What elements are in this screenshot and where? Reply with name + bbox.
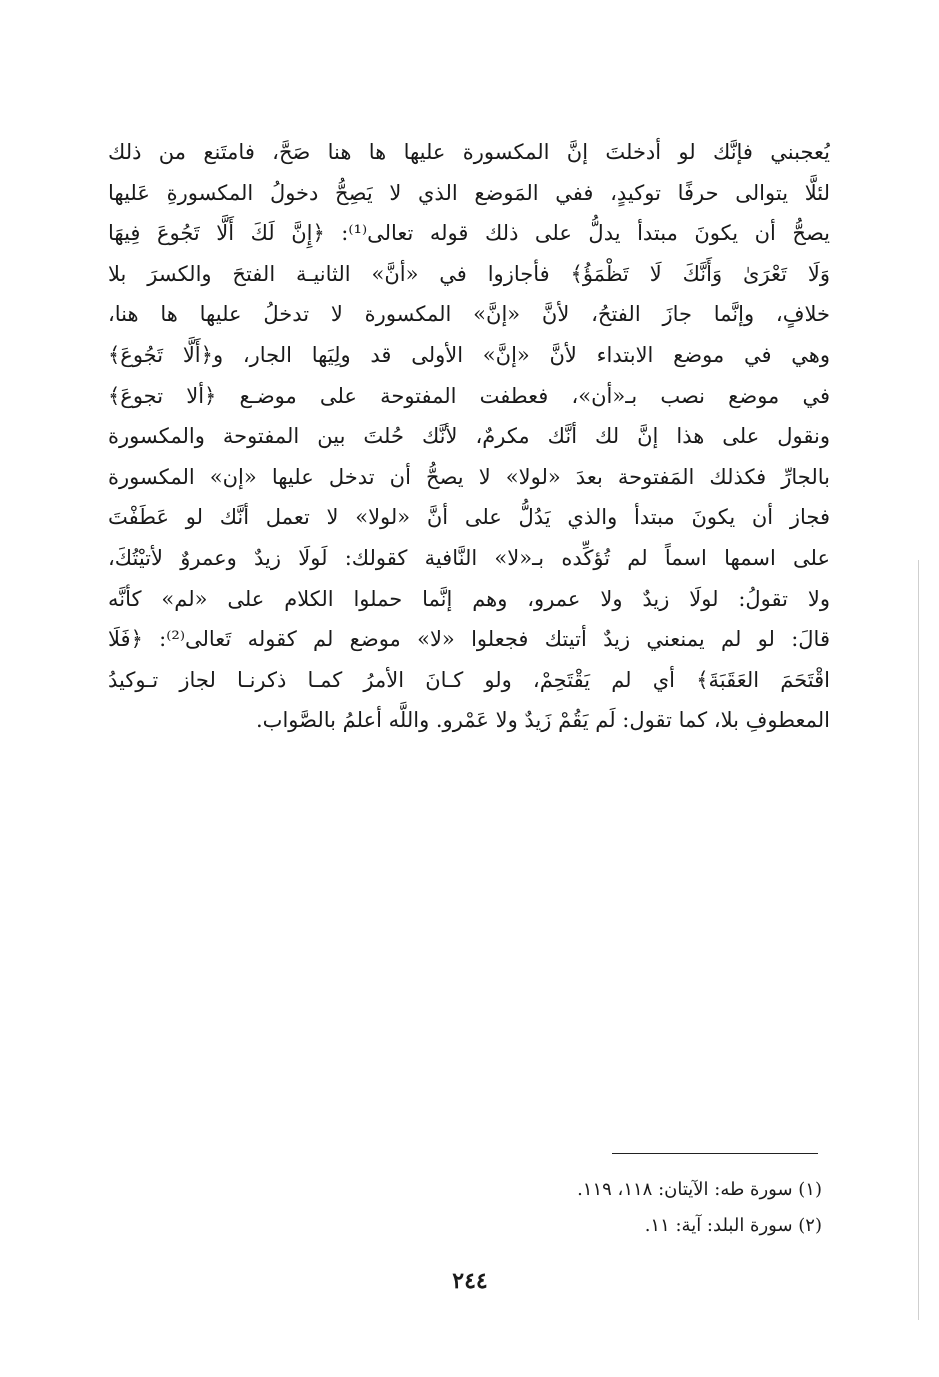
text-line: فجاز أن يكونَ مبتدأ والذي يَدُلُّ على أنَّ «لولا» لا تعمل أنَّك لو عَطَفْتَ	[108, 505, 830, 530]
text-line: اقْتَحَمَ العَقَبَةَ﴾ أي لم يَقْتَحِمْ، ولو كـانَ الأمرُ كمـا ذكرنـا لجاز تـوكيدُ	[108, 667, 830, 692]
text-line: المعطوفِ بلا، كما تقول: لَم يَقُمْ زَيدٌ ولا عَمْرو. واللَّه أعلمُ بالصَّواب.	[256, 708, 830, 733]
footnotes-block	[420, 1172, 822, 1244]
text-line: يصحُّ أن يكونَ مبتدأ يدلُّ على ذلك قوله تعالى⁽¹⁾: ﴿إِنَّ لَكَ أَلَّا تَجُوعَ فِيهَا	[108, 221, 830, 246]
footnote-2: (٢) سورة البلد: آية: ١١.	[644, 1215, 822, 1236]
page-edge-shadow	[918, 560, 919, 1320]
main-text-block	[108, 132, 830, 741]
footnote-divider	[612, 1153, 818, 1154]
text-line: خلافٍ، وإنَّما جازَ الفتحُ، لأنَّ «إنَّ» المكسورة لا تدخلُ عليها ها هنا،	[108, 302, 830, 327]
text-line: وَلَا تَعْرَىٰ وَأَنَّكَ لَا تَظْمَؤُ﴾ فأجازوا في «أنَّ» الثانيـة الفتحَ والكسرَ بلا	[108, 261, 830, 286]
text-line: وهي في موضع الابتداء لأنَّ «إنَّ» الأولى قد ولِيَها الجار، و﴿أَلَّا تَجُوعَ﴾	[108, 342, 830, 367]
text-line: لئلَّا يتوالى حرفًا توكيدٍ، ففي المَوضع الذي لا يَصِحُّ دخولُ المكسورةِ عَليها	[108, 180, 830, 205]
text-line: في موضع نصب بـ«أن»، فعطفت المفتوحة على موضـع ﴿ألا تجوعَ﴾	[108, 383, 830, 408]
page-number: ٢٤٤	[452, 1268, 488, 1294]
text-line: على اسمها اسماً لم تُؤكِّده بـ«لا» النَّافية كقولك: لَولَا زيدٌ وعمروٌ لأتيْتُكَ،	[108, 545, 830, 570]
text-line: ولا تقولُ: لولَا زيدٌ ولا عمرو، وهم إنَّما حملوا الكلام على «لم» كأنَّه	[108, 586, 830, 611]
footnote-1: (١) سورة طه: الآيتان: ١١٨، ١١٩.	[577, 1179, 822, 1200]
text-line: قالَ: لو لم يمنعني زيدٌ أتيتك فجعلوا «لا» موضع لم كقوله تَعالى⁽²⁾: ﴿فَلَا	[108, 627, 830, 652]
text-line: بالجارِّ فكذلك المَفتوحة بعدَ «لولا» لا يصحُّ أن تدخل عليها «إن» المكسورة	[108, 464, 830, 489]
text-line: يُعجبني فإنَّك لو أدخلتَ إنَّ المكسورة عليها ها هنا صَحَّ، فامتَنع من ذلك	[108, 140, 830, 164]
text-line: ونقول على هذا إنَّ لك أنَّك مكرمٌ، لأنَّك حُلتَ بين المفتوحة والمكسورة	[108, 424, 830, 449]
